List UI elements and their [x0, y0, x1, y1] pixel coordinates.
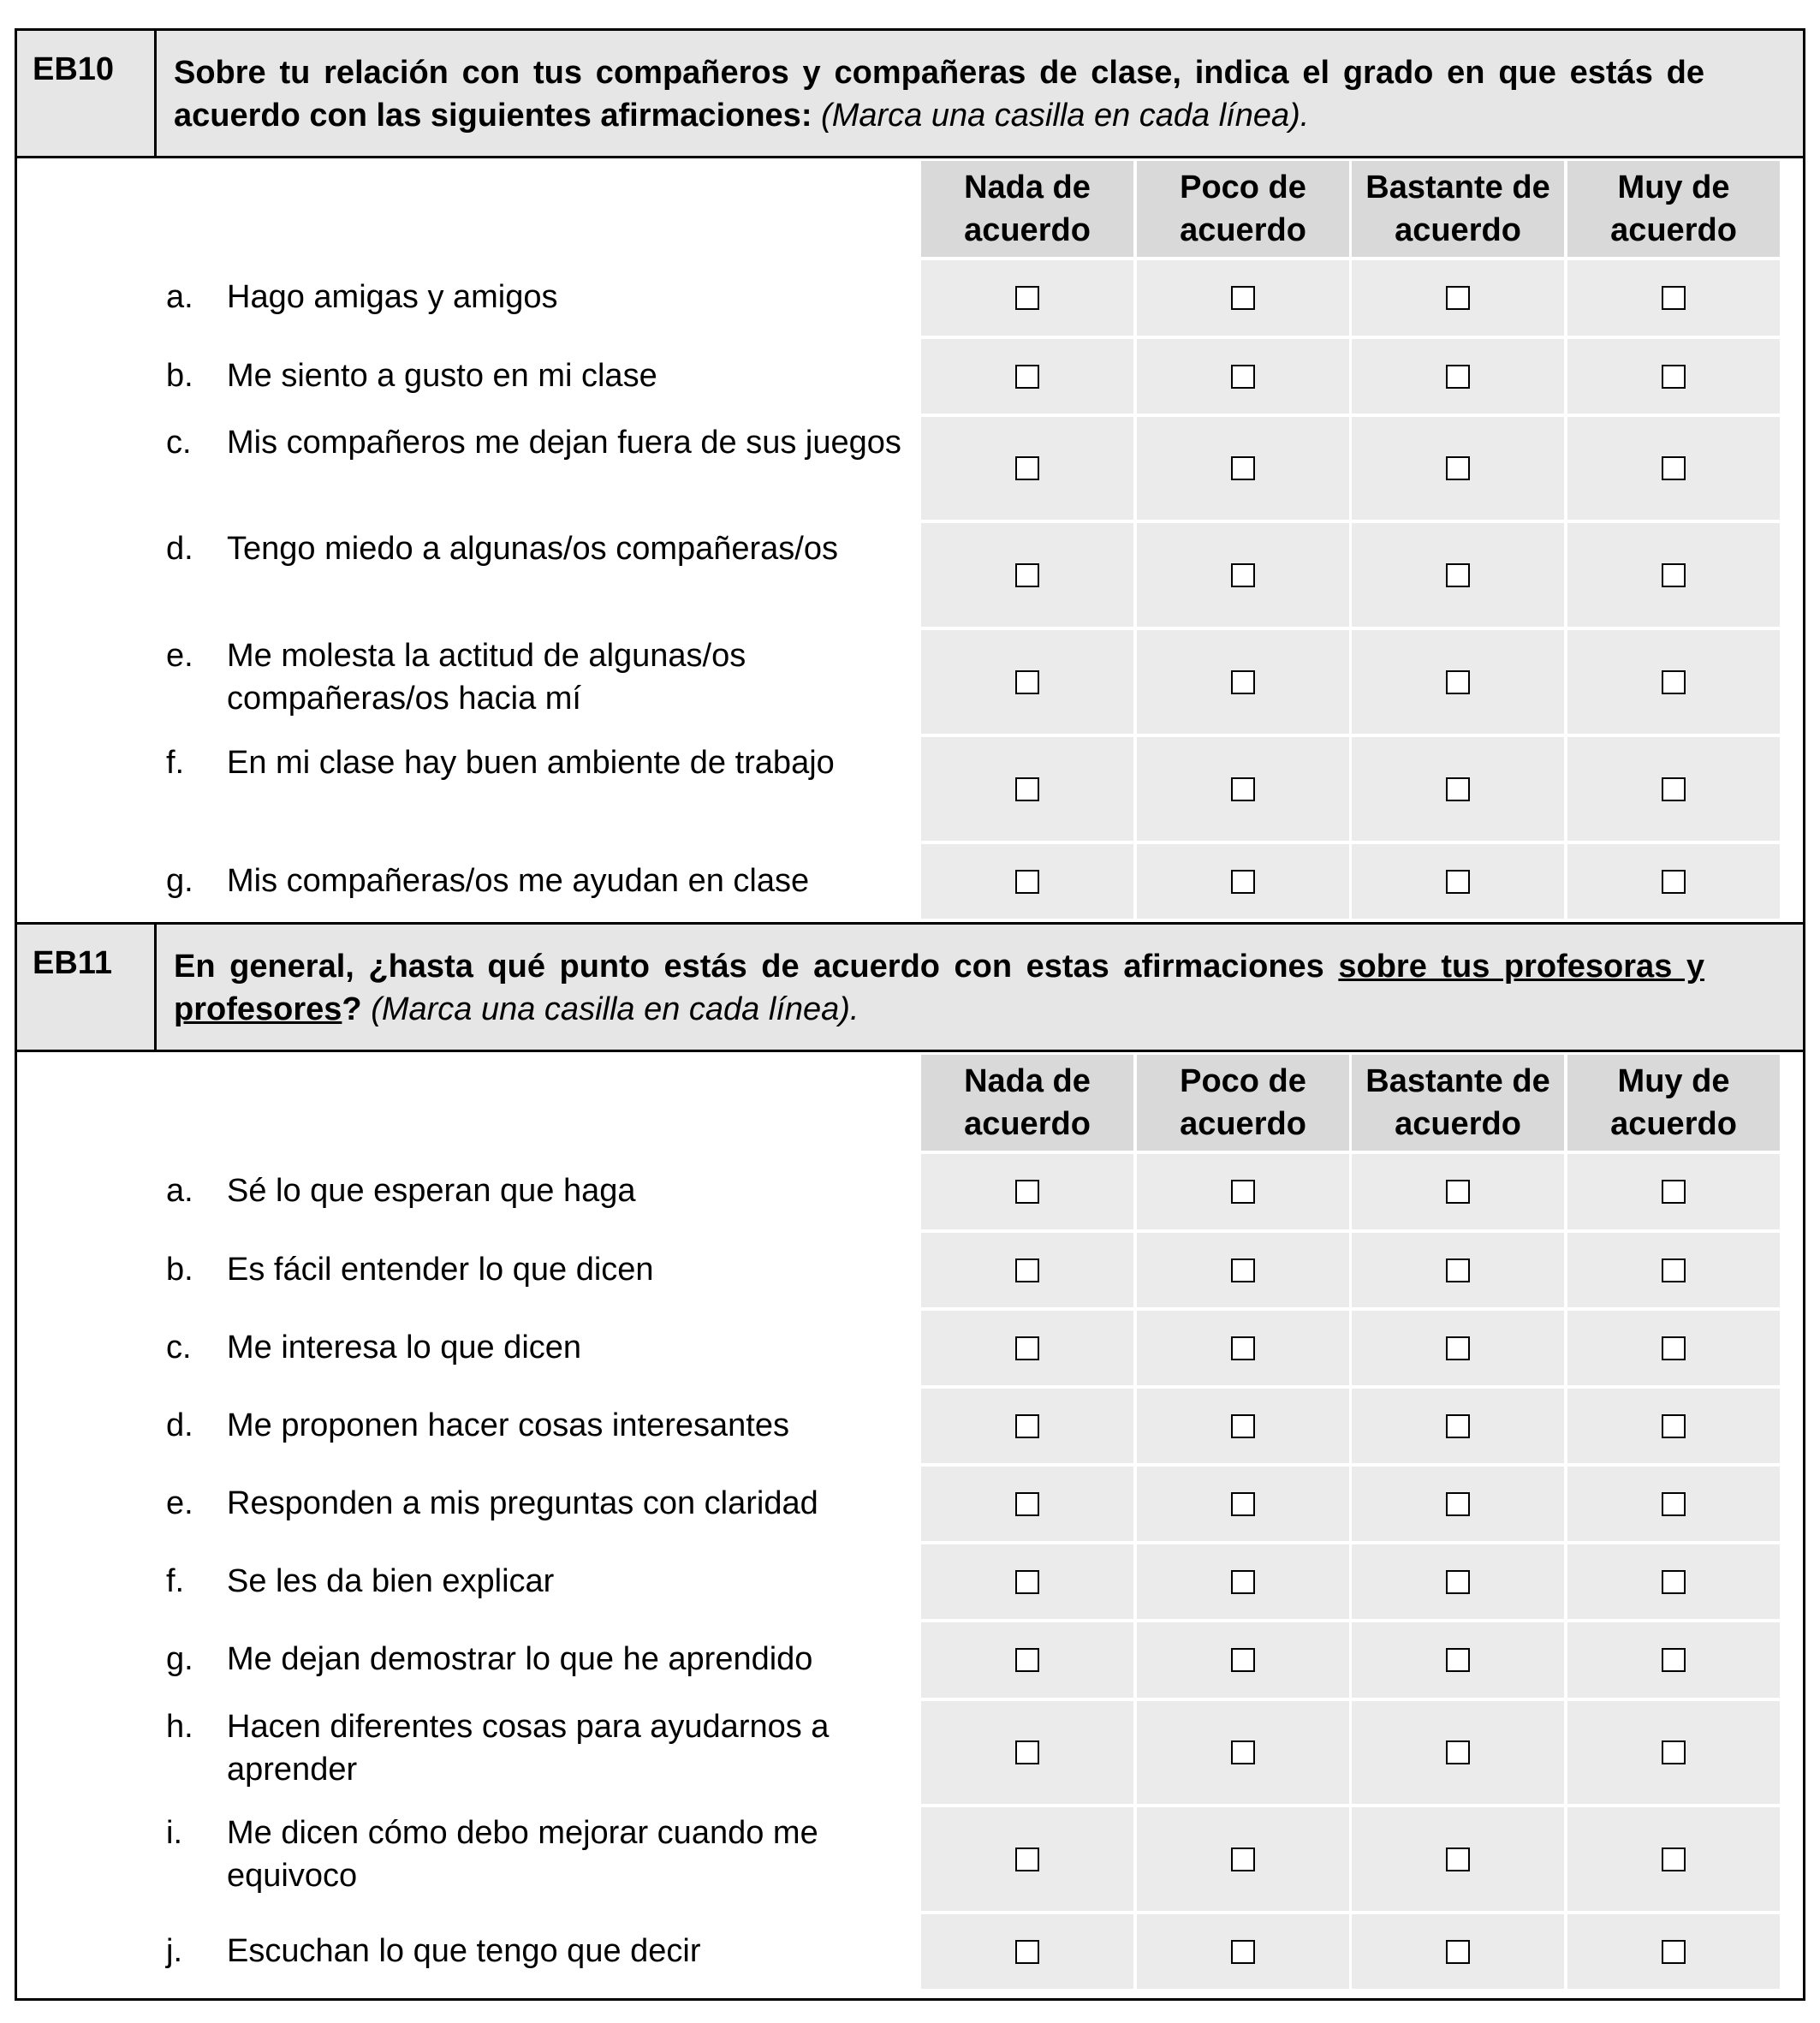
answer-cell [921, 1544, 1133, 1619]
list-item [17, 842, 1803, 919]
question-instruction: (Marca una casilla en cada línea). [821, 98, 1310, 134]
answer-cell [1352, 844, 1564, 919]
empty-checkbox-icon[interactable] [1015, 286, 1039, 310]
list-item [17, 1386, 1803, 1464]
answer-cell [1352, 1154, 1564, 1229]
empty-checkbox-icon[interactable] [1662, 1847, 1686, 1871]
answer-cell [1137, 1154, 1349, 1229]
item-text: Mis compañeras/os me ayudan en clase [227, 863, 810, 899]
list-item [17, 1912, 1803, 1990]
item-text: Se les da bien explicar [227, 1563, 555, 1599]
empty-checkbox-icon[interactable] [1662, 777, 1686, 801]
answer-cell [1567, 737, 1780, 841]
item-text: Tengo miedo a algunas/os compañeras/os [227, 531, 839, 567]
column-header: Nada de acuerdo [921, 161, 1133, 257]
empty-checkbox-icon[interactable] [1231, 1414, 1255, 1438]
item-letter: f. [166, 745, 185, 781]
answer-cell [921, 737, 1133, 841]
answer-cell [1567, 630, 1780, 734]
item-letter: a. [166, 279, 193, 315]
empty-checkbox-icon[interactable] [1231, 365, 1255, 389]
empty-checkbox-icon[interactable] [1231, 1847, 1255, 1871]
question-text-main: En general, ¿hasta qué punto estás de acuerdo con estas afirmaciones [174, 949, 1324, 985]
item-letter: b. [166, 1252, 193, 1288]
answer-cell [1567, 1311, 1780, 1385]
question-instruction: (Marca una casilla en cada línea). [371, 991, 859, 1027]
answer-cell [1352, 1389, 1564, 1463]
empty-checkbox-icon[interactable] [1662, 1648, 1686, 1672]
empty-checkbox-icon[interactable] [1662, 1336, 1686, 1360]
list-item [17, 336, 1803, 414]
question-header-eb11 [17, 922, 1803, 1052]
answer-cell [1352, 1807, 1564, 1911]
empty-checkbox-icon[interactable] [1662, 1740, 1686, 1764]
item-text: Sé lo que esperan que haga [227, 1173, 636, 1209]
answer-cell [1352, 260, 1564, 336]
empty-checkbox-icon[interactable] [1446, 286, 1470, 310]
list-item [17, 1464, 1803, 1542]
answer-cell [1567, 1467, 1780, 1541]
empty-checkbox-icon[interactable] [1015, 1414, 1039, 1438]
column-header: Bastante de acuerdo [1352, 1055, 1564, 1151]
answer-cell [1137, 1807, 1349, 1911]
answer-cell [1352, 1622, 1564, 1698]
answer-cell [921, 523, 1133, 627]
list-item [17, 1805, 1803, 1912]
item-text: Me siento a gusto en mi clase [227, 358, 657, 394]
item-text: Me proponen hacer cosas interesantes [227, 1407, 789, 1443]
item-text: Me dicen cómo debo mejorar cuando me equivoco [227, 1815, 818, 1894]
answer-cell [1567, 1701, 1780, 1804]
empty-checkbox-icon[interactable] [1015, 1847, 1039, 1871]
questionnaire-sheet [15, 28, 1805, 2001]
item-text: En mi clase hay buen ambiente de trabajo [227, 745, 835, 781]
answer-cell [921, 1311, 1133, 1385]
answer-cell [1352, 630, 1564, 734]
answer-cell [1567, 1544, 1780, 1619]
column-header: Muy de acuerdo [1567, 1055, 1780, 1151]
item-letter: b. [166, 358, 193, 394]
list-item [17, 1230, 1803, 1308]
answer-cell [1352, 1233, 1564, 1307]
empty-checkbox-icon[interactable] [1015, 1336, 1039, 1360]
answer-cell [1137, 339, 1349, 414]
item-text: Es fácil entender lo que dicen [227, 1252, 654, 1288]
answer-cell [1567, 417, 1780, 520]
column-header: Nada de acuerdo [921, 1055, 1133, 1151]
empty-checkbox-icon[interactable] [1231, 1492, 1255, 1516]
answer-cell [921, 1807, 1133, 1911]
answer-cell [1567, 1914, 1780, 1989]
list-item [17, 258, 1803, 336]
empty-checkbox-icon[interactable] [1231, 870, 1255, 894]
empty-checkbox-icon[interactable] [1662, 563, 1686, 587]
answer-cell [1352, 1311, 1564, 1385]
answer-cell [1137, 1233, 1349, 1307]
question-code: EB11 [17, 925, 157, 1050]
question-mark: ? [342, 991, 362, 1027]
empty-checkbox-icon[interactable] [1446, 777, 1470, 801]
answer-cell [921, 1467, 1133, 1541]
list-item [17, 1308, 1803, 1386]
answer-cell [1352, 523, 1564, 627]
answer-cell [1137, 1622, 1349, 1698]
empty-checkbox-icon[interactable] [1015, 1258, 1039, 1282]
item-text: Me molesta la actitud de algunas/os compañeras/os hacia mí [227, 638, 746, 717]
column-header: Muy de acuerdo [1567, 161, 1780, 257]
empty-checkbox-icon[interactable] [1662, 286, 1686, 310]
answer-cell [1567, 260, 1780, 336]
list-item [17, 628, 1803, 735]
question-text [174, 945, 1704, 1031]
empty-checkbox-icon[interactable] [1015, 1180, 1039, 1204]
answer-cell [1567, 1622, 1780, 1698]
empty-checkbox-icon[interactable] [1015, 456, 1039, 480]
empty-checkbox-icon[interactable] [1662, 870, 1686, 894]
answer-cell [1137, 844, 1349, 919]
item-text: Mis compañeros me dejan fuera de sus juegos [227, 425, 901, 461]
item-text: Responden a mis preguntas con claridad [227, 1485, 818, 1521]
answer-cell [1567, 844, 1780, 919]
empty-checkbox-icon[interactable] [1446, 456, 1470, 480]
empty-checkbox-icon[interactable] [1231, 670, 1255, 694]
empty-checkbox-icon[interactable] [1015, 1940, 1039, 1964]
column-header: Poco de acuerdo [1137, 161, 1349, 257]
question-text-main: Sobre tu relación con tus compañeros y compañeras de clase, indica el grado en que estás de acuerdo con las siguientes afirmaciones: [174, 55, 1704, 134]
item-letter: h. [166, 1709, 193, 1745]
answer-cell [1137, 1544, 1349, 1619]
empty-checkbox-icon[interactable] [1446, 1414, 1470, 1438]
empty-checkbox-icon[interactable] [1662, 670, 1686, 694]
answer-cell [1137, 1467, 1349, 1541]
answer-cell [1352, 417, 1564, 520]
answer-cell [1352, 1914, 1564, 1989]
empty-checkbox-icon[interactable] [1446, 1570, 1470, 1594]
answer-cell [1567, 523, 1780, 627]
list-item [17, 1542, 1803, 1620]
empty-checkbox-icon[interactable] [1446, 1492, 1470, 1516]
item-text: Hago amigas y amigos [227, 279, 558, 315]
empty-checkbox-icon[interactable] [1446, 1847, 1470, 1871]
empty-checkbox-icon[interactable] [1015, 670, 1039, 694]
empty-checkbox-icon[interactable] [1015, 1740, 1039, 1764]
list-item [17, 1151, 1803, 1230]
answer-cell [1137, 1914, 1349, 1989]
answer-cell [1352, 737, 1564, 841]
response-grid-eb10 [17, 158, 1803, 925]
answer-cell [1137, 523, 1349, 627]
list-item [17, 414, 1803, 521]
empty-checkbox-icon[interactable] [1231, 777, 1255, 801]
item-letter: d. [166, 1407, 193, 1443]
item-letter: f. [166, 1563, 185, 1599]
answer-cell [921, 260, 1133, 336]
item-letter: d. [166, 531, 193, 567]
answer-cell [1567, 1154, 1780, 1229]
answer-cell [1352, 339, 1564, 414]
answer-cell [1567, 339, 1780, 414]
answer-cell [921, 1622, 1133, 1698]
empty-checkbox-icon[interactable] [1662, 1180, 1686, 1204]
empty-checkbox-icon[interactable] [1446, 1180, 1470, 1204]
empty-checkbox-icon[interactable] [1231, 1570, 1255, 1594]
question-text [174, 51, 1704, 137]
answer-cell [1352, 1467, 1564, 1541]
item-letter: c. [166, 1330, 192, 1366]
item-letter: i. [166, 1815, 182, 1851]
item-letter: j. [166, 1933, 182, 1969]
answer-cell [921, 417, 1133, 520]
answer-cell [1137, 1311, 1349, 1385]
empty-checkbox-icon[interactable] [1446, 670, 1470, 694]
empty-checkbox-icon[interactable] [1446, 870, 1470, 894]
empty-checkbox-icon[interactable] [1015, 1648, 1039, 1672]
question-header-eb10 [17, 31, 1803, 158]
empty-checkbox-icon[interactable] [1015, 563, 1039, 587]
answer-cell [1137, 417, 1349, 520]
answer-cell [1567, 1807, 1780, 1911]
item-letter: g. [166, 863, 193, 899]
empty-checkbox-icon[interactable] [1662, 1492, 1686, 1516]
empty-checkbox-icon[interactable] [1662, 456, 1686, 480]
empty-checkbox-icon[interactable] [1015, 870, 1039, 894]
item-letter: c. [166, 425, 192, 461]
list-item [17, 1620, 1803, 1699]
answer-cell [1567, 1233, 1780, 1307]
answer-cell [921, 1389, 1133, 1463]
empty-checkbox-icon[interactable] [1446, 563, 1470, 587]
empty-checkbox-icon[interactable] [1662, 1258, 1686, 1282]
list-item [17, 521, 1803, 628]
item-letter: g. [166, 1641, 193, 1677]
empty-checkbox-icon[interactable] [1446, 1740, 1470, 1764]
empty-checkbox-icon[interactable] [1015, 777, 1039, 801]
column-header: Poco de acuerdo [1137, 1055, 1349, 1151]
column-header: Bastante de acuerdo [1352, 161, 1564, 257]
answer-cell [1137, 1389, 1349, 1463]
answer-cell [1352, 1544, 1564, 1619]
item-letter: e. [166, 1485, 193, 1521]
answer-cell [921, 1154, 1133, 1229]
answer-cell [1137, 1701, 1349, 1804]
response-grid-eb11 [17, 1052, 1803, 2001]
empty-checkbox-icon[interactable] [1662, 365, 1686, 389]
answer-cell [921, 1914, 1133, 1989]
empty-checkbox-icon[interactable] [1446, 1258, 1470, 1282]
item-letter: a. [166, 1173, 193, 1209]
answer-cell [921, 630, 1133, 734]
item-text: Me dejan demostrar lo que he aprendido [227, 1641, 813, 1677]
empty-checkbox-icon[interactable] [1446, 1648, 1470, 1672]
answer-cell [921, 339, 1133, 414]
empty-checkbox-icon[interactable] [1231, 286, 1255, 310]
empty-checkbox-icon[interactable] [1446, 1940, 1470, 1964]
question-code: EB10 [17, 31, 157, 156]
empty-checkbox-icon[interactable] [1231, 456, 1255, 480]
answer-cell [921, 844, 1133, 919]
empty-checkbox-icon[interactable] [1231, 1336, 1255, 1360]
empty-checkbox-icon[interactable] [1231, 1648, 1255, 1672]
answer-cell [1137, 630, 1349, 734]
empty-checkbox-icon[interactable] [1662, 1414, 1686, 1438]
item-text: Hacen diferentes cosas para ayudarnos a aprender [227, 1709, 830, 1788]
empty-checkbox-icon[interactable] [1231, 1940, 1255, 1964]
empty-checkbox-icon[interactable] [1231, 1258, 1255, 1282]
answer-cell [1352, 1701, 1564, 1804]
empty-checkbox-icon[interactable] [1231, 1180, 1255, 1204]
answer-cell [1137, 737, 1349, 841]
answer-cell [921, 1233, 1133, 1307]
answer-cell [1137, 260, 1349, 336]
list-item [17, 735, 1803, 842]
question-text-emphasis: sobre tus profesoras y profesores [174, 949, 1705, 1027]
empty-checkbox-icon[interactable] [1015, 1492, 1039, 1516]
list-item [17, 1699, 1803, 1805]
answer-cell [921, 1701, 1133, 1804]
empty-checkbox-icon[interactable] [1662, 1570, 1686, 1594]
empty-checkbox-icon[interactable] [1015, 1570, 1039, 1594]
empty-checkbox-icon[interactable] [1446, 365, 1470, 389]
item-letter: e. [166, 638, 193, 674]
empty-checkbox-icon[interactable] [1662, 1940, 1686, 1964]
empty-checkbox-icon[interactable] [1231, 1740, 1255, 1764]
item-text: Me interesa lo que dicen [227, 1330, 582, 1366]
empty-checkbox-icon[interactable] [1015, 365, 1039, 389]
empty-checkbox-icon[interactable] [1231, 563, 1255, 587]
answer-cell [1567, 1389, 1780, 1463]
item-text: Escuchan lo que tengo que decir [227, 1933, 701, 1969]
empty-checkbox-icon[interactable] [1446, 1336, 1470, 1360]
